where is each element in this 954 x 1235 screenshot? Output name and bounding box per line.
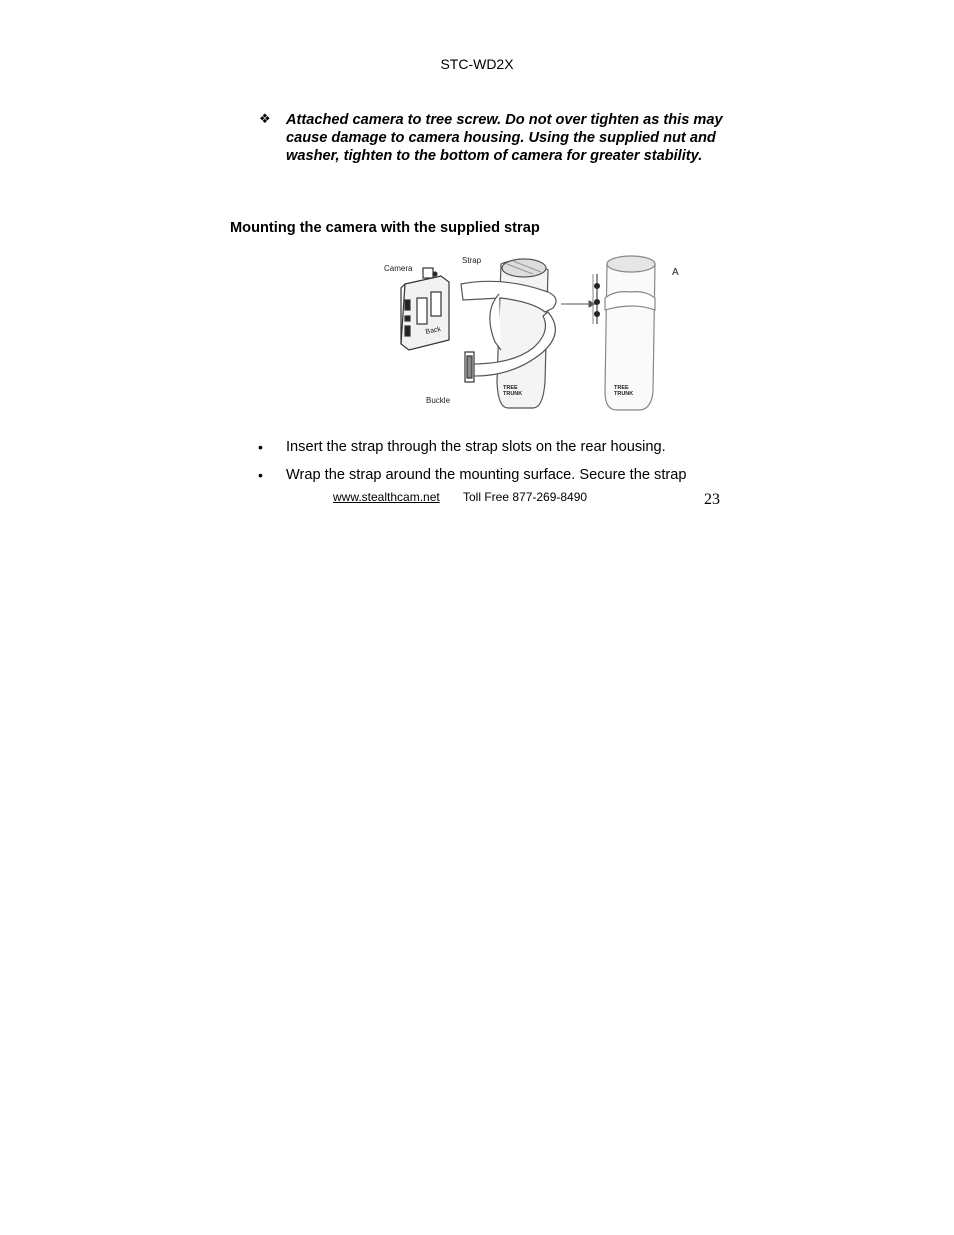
camera-icon xyxy=(401,268,449,350)
label-buckle: Buckle xyxy=(426,396,451,405)
right-tree-trunk xyxy=(605,256,655,410)
label-strap: Strap xyxy=(462,256,482,265)
label-trunk-left: TRUNK xyxy=(503,391,523,397)
label-point-a: A xyxy=(672,267,679,278)
diagram-svg xyxy=(383,252,683,414)
section-heading: Mounting the camera with the supplied strap xyxy=(230,220,540,236)
note-bullet-icon: ❖ xyxy=(259,111,271,126)
arrow-right-icon xyxy=(561,301,595,307)
step-text: Wrap the strap around the mounting surface. Secure the strap xyxy=(286,467,687,483)
step-bullet: • xyxy=(258,439,263,455)
step-bullet: • xyxy=(258,467,263,483)
label-back: Back xyxy=(424,325,442,336)
website-link[interactable]: www.stealthcam.net xyxy=(333,490,440,504)
toll-free-phone: Toll Free 877-269-8490 xyxy=(463,490,588,504)
label-tree-right: TREE xyxy=(614,385,629,391)
label-camera: Camera xyxy=(384,264,413,273)
mounting-note: Attached camera to tree screw. Do not over tighten as this may cause damage to camera housing. Using the supplied nut and washer, tighten to the bottom of camera for greater stability. xyxy=(286,112,723,164)
strap-mounting-diagram xyxy=(383,252,683,414)
label-tree-left: TREE xyxy=(503,385,518,391)
document-model-header: STC-WD2X xyxy=(440,56,514,72)
page-number: 23 xyxy=(704,491,720,508)
bracket-detail xyxy=(593,274,600,324)
step-text: Insert the strap through the strap slots on the rear housing. xyxy=(286,439,666,455)
label-trunk-right: TRUNK xyxy=(614,391,634,397)
buckle-icon xyxy=(465,352,474,382)
